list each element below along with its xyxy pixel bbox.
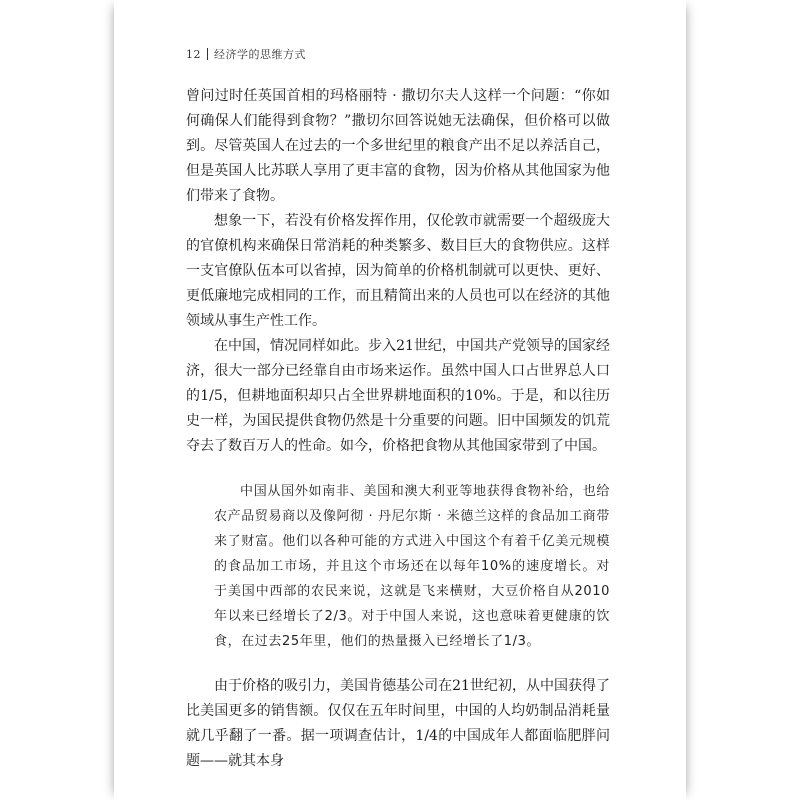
paragraph-1: 曾问过时任英国首相的玛格丽特 · 撒切尔夫人这样一个问题：“你如何确保人们能得到食物？”撒切尔回答说她无法确保，但价格可以做到。尽管英国人在过去的一个多世纪里的粮食产出不足以养活自己，但是英国人比苏联人享用了更丰富的食物，因为价格从其他国家为他们带来了食物。 [186,88,610,204]
block-quote: 中国从国外如南非、美国和澳大利亚等地获得食物补给，也给农产品贸易商以及像阿彻 · 丹尼尔斯 · 米德兰这样的食品加工商带来了财富。他们以各种可能的方式进入中国这个有着千亿美元规模的食品加工市场，并且这个市场还在以每年10%的速度增长。对于美国中西部的农民来说，这就是飞来横财，大豆价格自从2010年以来已经增长了2/3。对于中国人来说，这也意味着更健康的饮食，在过去25年里，他们的热量摄入已经增长了1/3。 [214,484,610,649]
page-body [186,74,610,774]
page-number: 12 [186,47,201,61]
paragraph-2: 想象一下，若没有价格发挥作用，仅伦敦市就需要一个超级庞大的官僚机构来确保日常消耗的种类繁多、数目巨大的食物供应。这样一支官僚队伍本可以省掉，因为简单的价格机制就可以更快、更好、更低廉地完成相同的工作，而且精简出来的人员也可以在经济的其他领域从事生产性工作。 [186,213,610,329]
book-title: 经济学的思维方式 [214,48,306,61]
header-divider [207,48,208,60]
paragraph-3: 在中国，情况同样如此。步入21世纪，中国共产党领导的国家经济，很大一部分已经靠自由市场来运作。虽然中国人口占世界总人口的1/5，但耕地面积却只占全世界耕地面积的10%。于是，和以往历史一样，为国民提供食物仍然是十分重要的问题。旧中国频发的饥荒夺去了数百万人的性命。如今，价格把食物从其他国家带到了中国。 [186,338,610,454]
book-page [114,0,686,800]
running-header [186,46,306,62]
paragraph-4: 由于价格的吸引力，美国肯德基公司在21世纪初，从中国获得了比美国更多的销售额。仅仅在五年时间里，中国的人均奶制品消耗量就几乎翻了一番。据一项调查估计，1/4的中国成年人都面临肥胖问题——就其本身 [186,678,610,769]
